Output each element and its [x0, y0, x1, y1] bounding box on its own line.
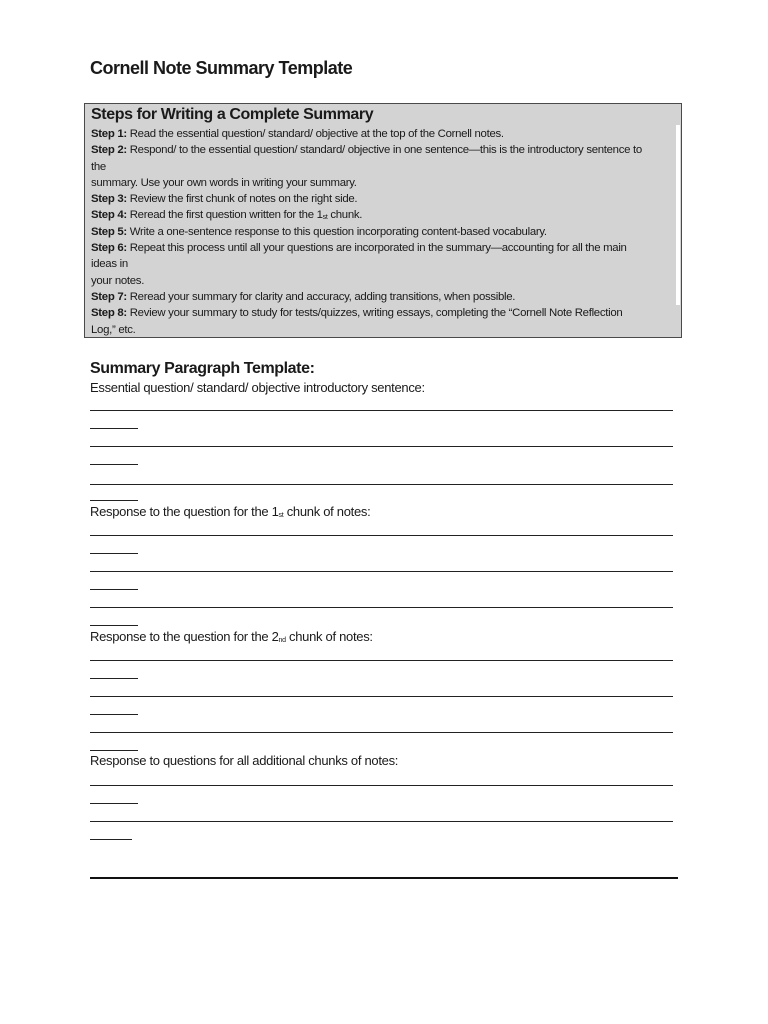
summary-template-heading: Summary Paragraph Template: — [90, 360, 315, 377]
step-line: Step 7: Reread your summary for clarity and accuracy, adding transitions, when possible. — [91, 290, 516, 303]
prompt-additional-chunks: Response to questions for all additional chunks of notes: — [90, 753, 399, 768]
writing-line[interactable] — [90, 821, 673, 822]
writing-line-tail — [90, 803, 138, 804]
writing-line[interactable] — [90, 484, 673, 485]
writing-line[interactable] — [90, 607, 673, 608]
writing-line-tail — [90, 589, 138, 590]
writing-line-tail — [90, 839, 132, 840]
prompt-first-chunk: Response to the question for the 1st chunk of notes: — [90, 504, 371, 519]
page-title: Cornell Note Summary Template — [90, 58, 353, 78]
step-line: Step 4: Reread the first question written for the 1st chunk. — [91, 209, 363, 222]
step-line: ideas in — [91, 258, 128, 271]
steps-scroll-edge — [676, 125, 680, 305]
writing-line-tail — [90, 714, 138, 715]
writing-line[interactable] — [90, 660, 673, 661]
bottom-rule — [90, 877, 678, 879]
writing-line-tail — [90, 553, 138, 554]
step-line: summary. Use your own words in writing your summary. — [91, 176, 357, 189]
step-line: Step 1: Read the essential question/ standard/ objective at the top of the Cornell notes. — [91, 128, 504, 140]
step-line: Step 5: Write a one-sentence response to this question incorporating content-based vocabulary. — [91, 225, 547, 238]
writing-line[interactable] — [90, 446, 673, 447]
step-line: Step 2: Respond/ to the essential question/ standard/ objective in one sentence—this is the introductory sentence to — [91, 144, 642, 157]
writing-line-tail — [90, 750, 138, 751]
step-line: Step 6: Repeat this process until all your questions are incorporated in the summary—accounting for all the main — [91, 242, 627, 255]
steps-list — [91, 126, 679, 338]
steps-heading: Steps for Writing a Complete Summary — [91, 106, 374, 123]
writing-line[interactable] — [90, 785, 673, 786]
step-line: your notes. — [91, 274, 145, 287]
writing-line[interactable] — [90, 535, 673, 536]
step-line: Step 3: Review the first chunk of notes on the right side. — [91, 193, 358, 206]
writing-line-tail — [90, 678, 138, 679]
writing-line-tail — [90, 500, 138, 501]
writing-line[interactable] — [90, 571, 673, 572]
writing-line[interactable] — [90, 732, 673, 733]
writing-line[interactable] — [90, 696, 673, 697]
prompt-second-chunk: Response to the question for the 2nd chunk of notes: — [90, 629, 373, 644]
writing-line-tail — [90, 625, 138, 626]
writing-line[interactable] — [90, 410, 673, 411]
prompt-intro-sentence: Essential question/ standard/ objective introductory sentence: — [90, 380, 425, 395]
writing-line-tail — [90, 428, 138, 429]
writing-line-tail — [90, 464, 138, 465]
step-line: Log,” etc. — [91, 323, 136, 336]
step-line: the — [91, 160, 106, 173]
step-line: Step 8: Review your summary to study for tests/quizzes, writing essays, completing the “Cornell Note Reflection — [91, 307, 623, 320]
steps-box — [84, 103, 682, 338]
